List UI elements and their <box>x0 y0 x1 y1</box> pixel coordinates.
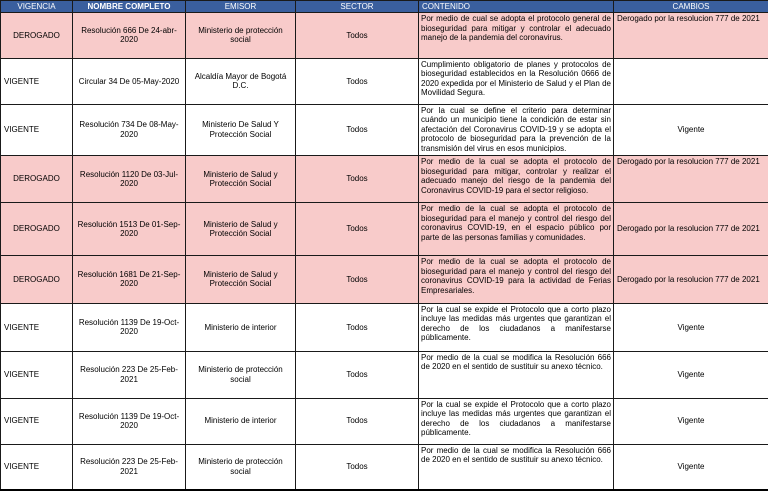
cell-emisor: Ministerio De Salud Y Protección Social <box>186 104 296 155</box>
column-header-contenido: CONTENIDO <box>419 1 614 13</box>
cell-cambios <box>614 58 768 104</box>
column-header-vigencia: VIGENCIA <box>1 1 73 13</box>
cell-contenido: Por medio de la cual se adopta el protocolo de bioseguridad para el manejo y control del riesgo del coronavirus COVID-19, en el espacio público por parte de las personas familias y comunidades. <box>419 203 614 256</box>
column-header-nombre-completo: NOMBRE COMPLETO <box>73 1 186 13</box>
cell-contenido: Por la cual se expide el Protocolo que a corto plazo incluye las medidas más urgentes que garantizan el derecho de los ciudadanos a manifestarse públicamente. <box>419 398 614 444</box>
cell-sector: Todos <box>296 203 419 256</box>
cell-vigencia: VIGENTE <box>1 104 73 155</box>
cell-contenido: Por medio de la cual se adopta el protocolo de bioseguridad para el manejo y control del riesgo del coronavirus COVID-19 para la actividad de Ferias Empresariales. <box>419 256 614 304</box>
cell-contenido: Por medio de la cual se modifica la Resolución 666 de 2020 en el sentido de sustituir su anexo técnico. <box>419 351 614 398</box>
table-row <box>1 256 768 304</box>
cell-sector: Todos <box>296 444 419 490</box>
table-row <box>1 398 768 444</box>
cell-emisor: Ministerio de interior <box>186 303 296 351</box>
cell-vigencia: VIGENTE <box>1 303 73 351</box>
cell-cambios: Derogado por la resolucion 777 de 2021 <box>614 156 768 203</box>
cell-emisor: Ministerio de Salud y Protección Social <box>186 203 296 256</box>
cell-nombre-completo: Circular 34 De 05-May-2020 <box>73 58 186 104</box>
cell-cambios: Derogado por la resolucion 777 de 2021 <box>614 256 768 304</box>
cell-nombre-completo: Resolución 223 De 25-Feb-2021 <box>73 444 186 490</box>
table-row <box>1 303 768 351</box>
cell-vigencia: VIGENTE <box>1 351 73 398</box>
table-row <box>1 58 768 104</box>
cell-cambios: Vigente <box>614 398 768 444</box>
column-header-emisor: EMISOR <box>186 1 296 13</box>
cell-emisor: Ministerio de interior <box>186 398 296 444</box>
table-row <box>1 203 768 256</box>
cell-nombre-completo: Resolución 666 De 24-abr-2020 <box>73 13 186 59</box>
header-row <box>1 1 768 13</box>
table-row <box>1 104 768 155</box>
cell-cambios: Vigente <box>614 444 768 490</box>
table-row <box>1 156 768 203</box>
cell-contenido: Por medio de cual se adopta el protocolo general de bioseguridad para mitigar y controlar el adecuado manejo de la pandemia del coronavirus. <box>419 13 614 59</box>
cell-contenido: Por medio de la cual se adopta el protocolo de bioseguridad para mitigar, controlar y realizar el adecuado manejo del riesgo de la pandemia del Coronavirus COVID-19 para el sector religioso. <box>419 156 614 203</box>
table-row <box>1 444 768 490</box>
cell-contenido: Por medio de la cual se modifica la Resolución 666 de 2020 en el sentido de sustituir su anexo técnico. <box>419 444 614 490</box>
cell-cambios: Vigente <box>614 351 768 398</box>
cell-contenido: Por la cual se define el criterio para determinar cuándo un municipio tiene la condición de estar sin afectación del Coronavirus COVID-19 y se adopta el protocolo de bioseguridad para la prevención de la transmisión del virus en esos municipios. <box>419 104 614 155</box>
table-row <box>1 351 768 398</box>
cell-cambios: Vigente <box>614 104 768 155</box>
cell-emisor: Ministerio de protección social <box>186 351 296 398</box>
cell-nombre-completo: Resolución 1139 De 19-Oct-2020 <box>73 398 186 444</box>
cell-sector: Todos <box>296 303 419 351</box>
cell-vigencia: VIGENTE <box>1 58 73 104</box>
cell-cambios: Derogado por la resolucion 777 de 2021 <box>614 13 768 59</box>
column-header-sector: SECTOR <box>296 1 419 13</box>
cell-sector: Todos <box>296 58 419 104</box>
cell-vigencia: VIGENTE <box>1 444 73 490</box>
cell-emisor: Ministerio de Salud y Protección Social <box>186 156 296 203</box>
cell-cambios: Vigente <box>614 303 768 351</box>
cell-vigencia: DEROGADO <box>1 203 73 256</box>
cell-vigencia: VIGENTE <box>1 398 73 444</box>
cell-emisor: Ministerio de Salud y Protección Social <box>186 256 296 304</box>
column-header-cambios: CAMBIOS <box>614 1 768 13</box>
cell-emisor: Ministerio de protección social <box>186 444 296 490</box>
cell-nombre-completo: Resolución 734 De 08-May-2020 <box>73 104 186 155</box>
cell-emisor: Alcaldía Mayor de Bogotá D.C. <box>186 58 296 104</box>
cell-contenido: Cumplimiento obligatorio de planes y protocolos de bioseguridad establecidos en la Resolución 0666 de 2020 expedida por el Ministerio de Salud y el Plan de Movilidad Segura. <box>419 58 614 104</box>
cell-nombre-completo: Resolución 1139 De 19-Oct-2020 <box>73 303 186 351</box>
cell-nombre-completo: Resolución 1513 De 01-Sep-2020 <box>73 203 186 256</box>
cell-sector: Todos <box>296 156 419 203</box>
cell-vigencia: DEROGADO <box>1 156 73 203</box>
cell-nombre-completo: Resolución 1681 De 21-Sep-2020 <box>73 256 186 304</box>
table-row <box>1 13 768 59</box>
cell-sector: Todos <box>296 13 419 59</box>
cell-nombre-completo: Resolución 1120 De 03-Jul-2020 <box>73 156 186 203</box>
cell-vigencia: DEROGADO <box>1 13 73 59</box>
cell-sector: Todos <box>296 104 419 155</box>
cell-emisor: Ministerio de protección social <box>186 13 296 59</box>
cell-vigencia: DEROGADO <box>1 256 73 304</box>
cell-sector: Todos <box>296 351 419 398</box>
cell-contenido: Por la cual se expide el Protocolo que a corto plazo incluye las medidas más urgentes que garantizan el derecho de los ciudadanos a manifestarse públicamente. <box>419 303 614 351</box>
cell-cambios: Derogado por la resolucion 777 de 2021 <box>614 203 768 256</box>
table-body <box>1 13 768 491</box>
cell-nombre-completo: Resolución 223 De 25-Feb-2021 <box>73 351 186 398</box>
cell-sector: Todos <box>296 398 419 444</box>
cell-sector: Todos <box>296 256 419 304</box>
